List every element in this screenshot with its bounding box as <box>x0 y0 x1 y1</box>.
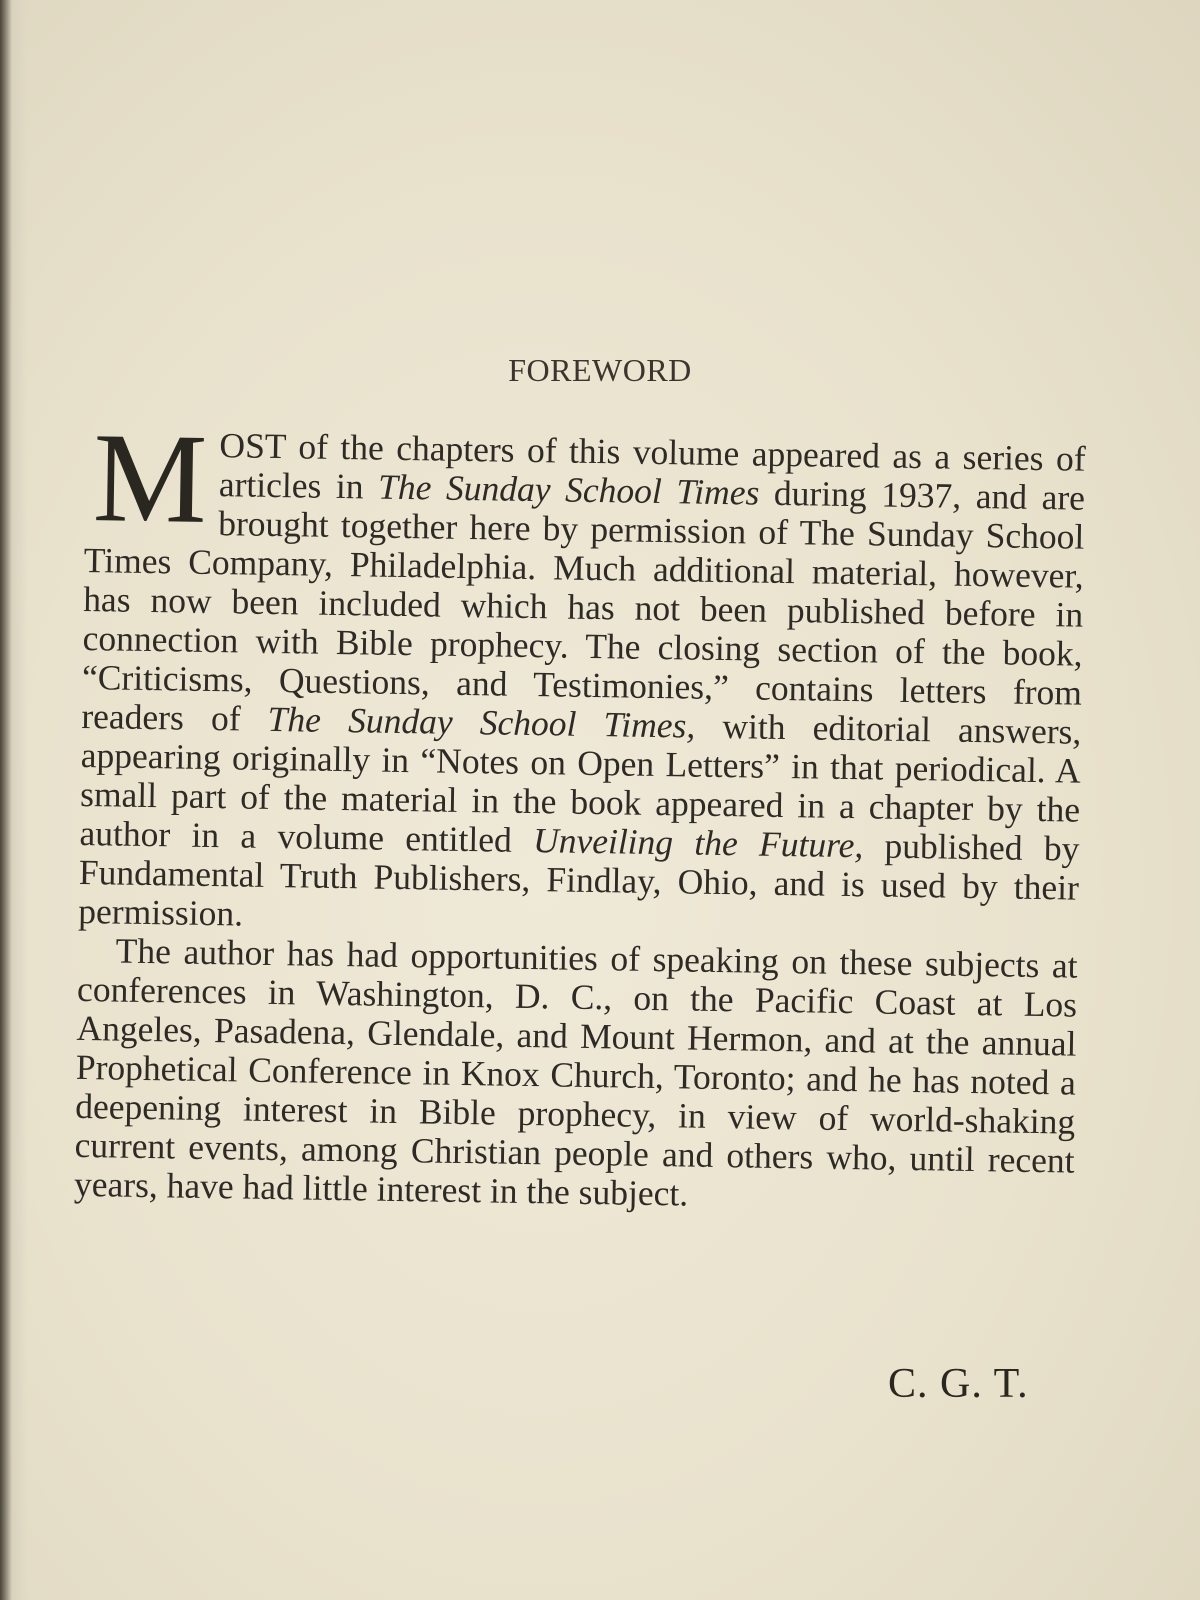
paragraph-1-text-d: published by Fundamental Truth Publishers, Findlay, Ohio, and is used by their permission. <box>78 825 1080 934</box>
page-title: FOREWORD <box>508 352 692 388</box>
italic-title-3: Unveiling the Future, <box>532 820 864 866</box>
paragraph-1 <box>78 406 1086 947</box>
foreword-body <box>73 406 1086 1220</box>
paragraph-1-text-a: OST of the chapters of this volume appeared as a series of articles in <box>218 425 1086 507</box>
author-initials: C. G. T. <box>888 1361 1029 1407</box>
italic-title-2: The Sunday School Times, <box>267 698 696 746</box>
paragraph-1-text-c: with editorial answers, appearing originally in “Notes on Open Letters” in that periodical. A small part of the material in the book appeared in a chapter by the author in a volume entitled <box>79 705 1082 861</box>
paragraph-1-text-b: during 1937, and are brought together here by permission of The Sunday School Times Company, Philadelphia. Much additional material, however, has now been included which has not been published before in connection with Bible prophecy. The closing section of the book, “Criticisms, Questions, and Testimonies,” contains letters from readers of <box>81 472 1086 739</box>
italic-title-1: The Sunday School Times <box>377 466 760 513</box>
paragraph-2: The author has had opportunities of speaking on these subjects at conferences in Washington, D. C., on the Pacific Coast at Los Angeles, Pasadena, Glendale, and Mount Hermon, and at the annual Prophetical Conference in Knox Church, Toronto; and he has noted a deepening interest in Bible prophecy, in view of world-shaking current events, among Christian people and others who, until recent years, have had little interest in the subject. <box>73 930 1078 1214</box>
drop-cap: M <box>92 406 209 550</box>
